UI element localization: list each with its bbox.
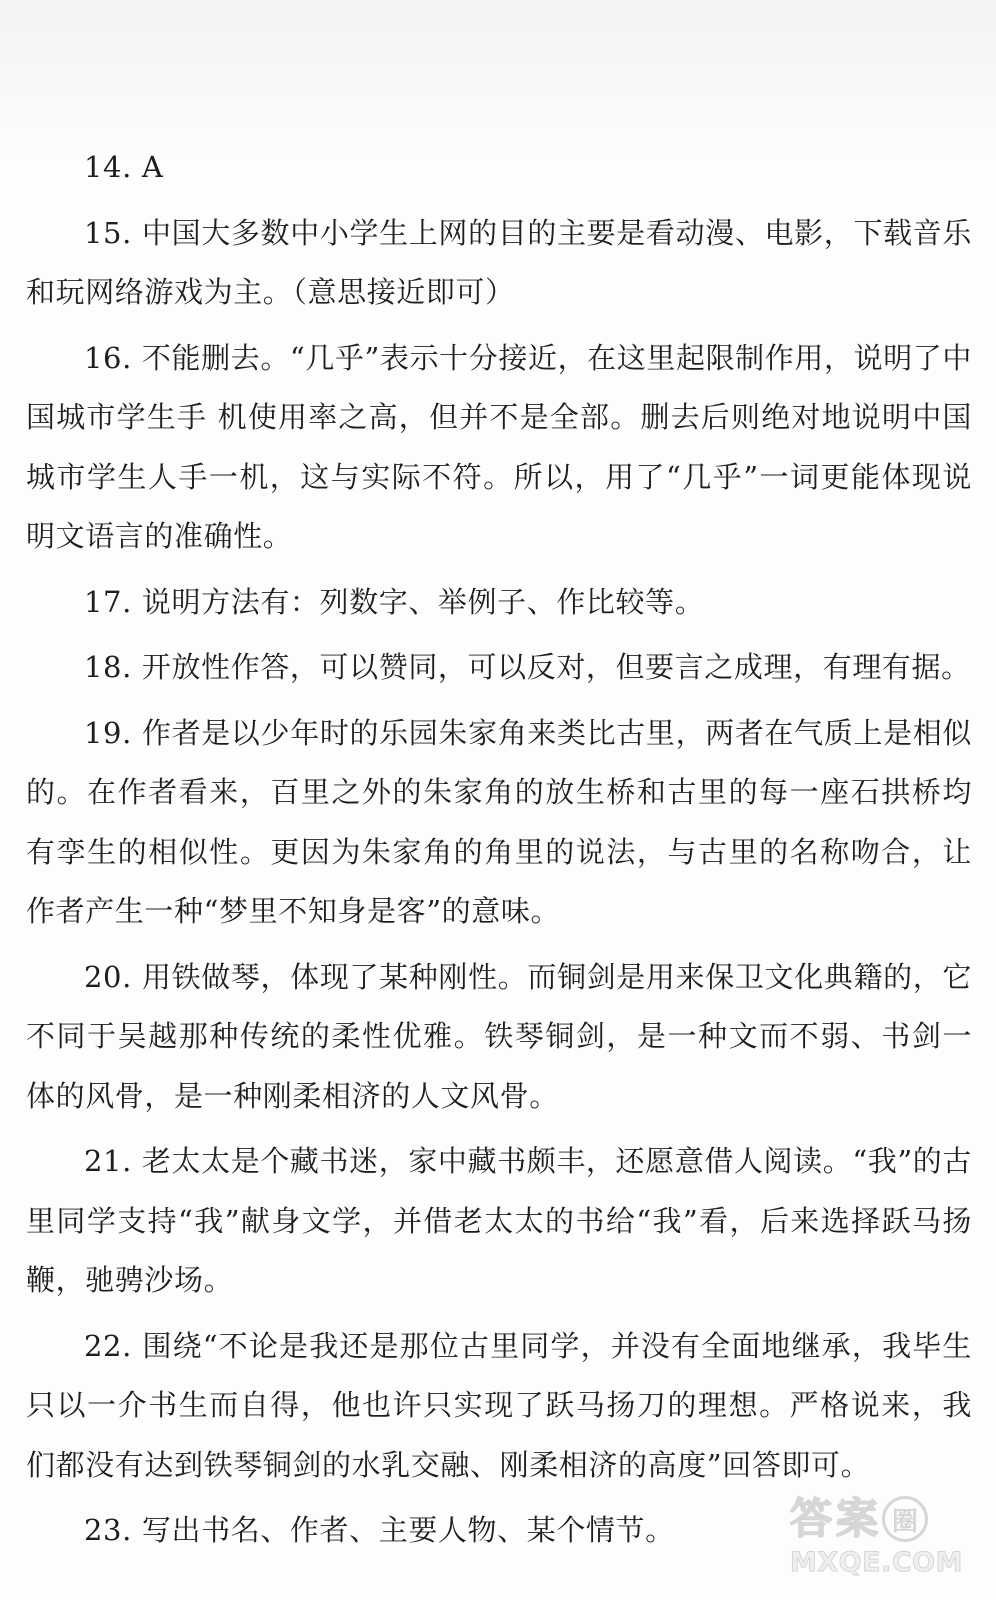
answer-item xyxy=(26,638,972,698)
answer-text: 老太太是个藏书迷，家中藏书颇丰，还愿意借人阅读。“我”的古里同学支持“我”献身文学，并借老太太的书给“我”看，后来选择跃马扬鞭，驰骋沙场。 xyxy=(26,1144,972,1297)
answer-item xyxy=(26,1317,972,1496)
answer-text: 围绕“不论是我还是那位古里同学，并没有全面地继承，我毕生只以一介书生而自得，他也许只实现了跃马扬刀的理想。严格说来，我们都没有达到铁琴铜剑的水乳交融、刚柔相济的高度”回答即可。 xyxy=(26,1328,972,1482)
answer-number: 15. xyxy=(84,215,132,250)
watermark-title xyxy=(790,1494,968,1544)
answer-item xyxy=(26,948,972,1127)
answer-number: 14. xyxy=(84,150,132,184)
answer-text: 用铁做琴，体现了某种刚性。而铜剑是用来保卫文化典籍的，它不同于吴越那种传统的柔性优雅。铁琴铜剑，是一种文而不弱、书剑一体的风骨，是一种刚柔相济的人文风骨。 xyxy=(26,959,972,1113)
watermark-seal-icon: 圈 xyxy=(882,1496,928,1542)
answer-list xyxy=(26,138,972,1567)
answer-text: 开放性作答，可以赞同，可以反对，但要言之成理，有理有据。 xyxy=(141,650,971,684)
answer-item xyxy=(26,573,972,633)
answer-item xyxy=(26,204,972,323)
answer-number: 23. xyxy=(84,1513,132,1547)
answer-number: 19. xyxy=(84,715,132,750)
answer-item xyxy=(26,1132,972,1311)
answer-number: 16. xyxy=(84,340,132,375)
answer-item xyxy=(26,704,972,942)
answer-number: 21. xyxy=(84,1144,132,1178)
answer-text: A xyxy=(141,150,164,184)
answer-text: 作者是以少年时的乐园朱家角来类比古里，两者在气质上是相似的。在作者看来，百里之外的朱家角的放生桥和古里的每一座石拱桥均有孪生的相似性。更因为朱家角的角里的说法，与古里的名称吻合，让作者产生一种“梦里不知身是客”的意味。 xyxy=(26,715,972,928)
answer-number: 17. xyxy=(84,584,132,619)
watermark-char: 案 xyxy=(836,1494,879,1543)
answer-item xyxy=(26,329,972,567)
watermark-url: MXQE.COM xyxy=(790,1547,963,1578)
answer-number: 20. xyxy=(84,959,132,994)
answer-text: 写出书名、作者、主要人物、某个情节。 xyxy=(141,1513,675,1547)
answer-item xyxy=(26,138,972,198)
answer-text: 中国大多数中小学生上网的目的主要是看动漫、电影，下载音乐和玩网络游戏为主。（意思接近即可） xyxy=(26,215,972,309)
answer-number: 18. xyxy=(84,650,132,684)
watermark-char: 答 xyxy=(790,1494,833,1543)
answer-text: 说明方法有：列数字、举例子、作比较等。 xyxy=(141,584,705,619)
watermark-logo xyxy=(790,1494,968,1582)
answer-text: 不能删去。“几乎”表示十分接近，在这里起限制作用，说明了中国城市学生手 机使用率之高，但并不是全部。删去后则绝对地说明中国城市学生人手一机，这与实际不符。所以，用了“几乎”一词更能体现说明文语言的准确性。 xyxy=(26,340,972,553)
answer-number: 22. xyxy=(84,1328,132,1363)
